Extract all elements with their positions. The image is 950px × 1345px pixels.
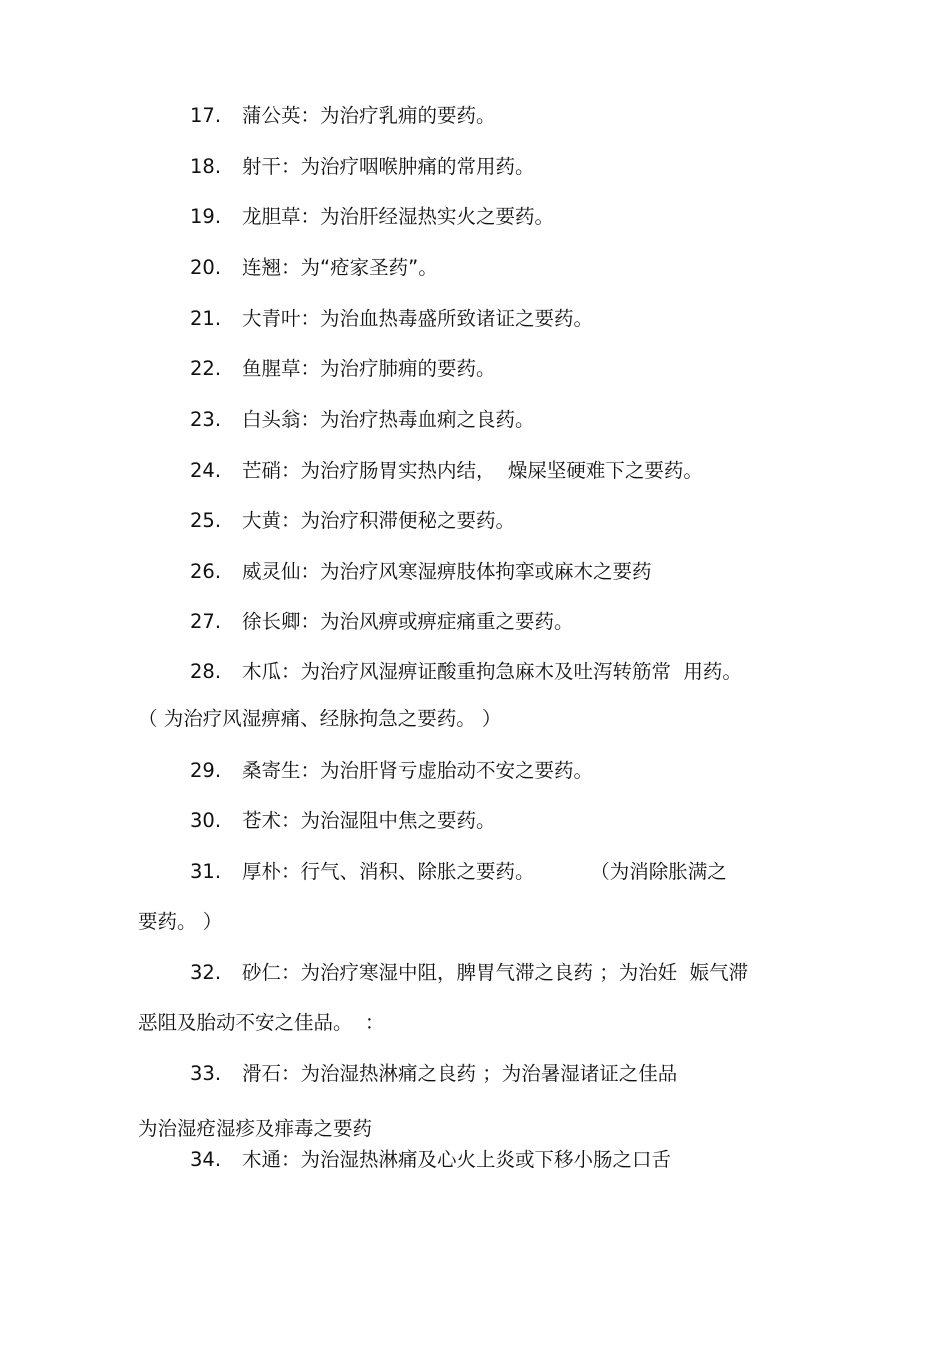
item-number: 24. [190,459,222,482]
list-item [190,357,496,381]
item-text: 木通：为治湿热淋痛及心火上炎或下移小肠之口舌 [242,1148,672,1171]
list-item [190,610,574,634]
item-number: 26. [190,560,222,583]
item-text: 苍术：为治湿阻中焦之要药。 [242,809,496,832]
item-number: 19. [190,205,222,228]
list-item [190,560,652,584]
item-number: 20. [190,256,222,279]
item-text: 大青叶：为治血热毒盛所致诸证之要药。 [242,307,594,330]
item-text: 蒲公英：为治疗乳痈的要药。 [242,104,496,127]
item-text: 芒硝：为治疗肠胃实热内结， 燥屎坚硬难下之要药。 [242,459,703,482]
list-item [190,660,742,684]
item-text: 徐长卿：为治风痹或痹症痛重之要药。 [242,610,574,633]
list-item [190,860,727,884]
list-item [190,155,535,179]
item-text: 木瓜：为治疗风湿痹证酸重拘急麻木及吐泻转筋常 用药。 [242,660,742,683]
item-number: 32. [190,961,222,984]
continuation-line [138,707,501,731]
list-item [190,509,515,533]
item-text: 要药。 ） [138,910,223,933]
continuation-line [138,1011,384,1035]
item-number: 29. [190,759,222,782]
item-number: 17. [190,104,222,127]
list-item [190,809,496,833]
list-item [190,205,554,229]
item-text: 鱼腥草：为治疗肺痈的要药。 [242,357,496,380]
item-number: 30. [190,809,222,832]
list-item [190,759,593,783]
item-number: 22. [190,357,222,380]
item-text: 滑石：为治湿热淋痛之良药 ；为治暑湿诸证之佳品 [242,1062,678,1085]
item-number: 34. [190,1148,222,1171]
item-number: 31. [190,860,222,883]
item-text: 连翘：为“疮家圣药”。 [242,256,438,279]
item-text: 砂仁：为治疗寒湿中阻，脾胃气滞之良药 ；为治妊 娠气滞 [242,961,749,984]
item-number: 18. [190,155,222,178]
item-number: 21. [190,307,222,330]
item-text: 为治湿疮湿疹及痱毒之要药 [138,1117,373,1140]
item-text: 恶阻及胎动不安之佳品。 ： [138,1011,385,1034]
item-number: 27. [190,610,222,633]
item-text: 桑寄生：为治肝肾亏虚胎动不安之要药。 [242,759,594,782]
item-text: （ 为治疗风湿痹痛、经脉拘急之要药。 ） [138,707,502,730]
item-text: 大黄：为治疗积滞便秘之要药。 [242,509,516,532]
list-item [190,1062,677,1086]
list-item [190,104,496,128]
item-number: 25. [190,509,222,532]
item-number: 28. [190,660,222,683]
continuation-line [138,1117,372,1141]
item-text: 白头翁：为治疗热毒血痢之良药。 [242,408,535,431]
item-number: 33. [190,1062,222,1085]
item-text: 厚朴：行气、消积、除胀之要药。 （为消除胀满之 [242,860,727,883]
list-item [190,256,438,280]
list-item [190,1148,671,1172]
list-item [190,307,593,331]
item-text: 威灵仙：为治疗风寒湿痹肢体拘挛或麻木之要药 [242,560,652,583]
item-text: 龙胆草：为治肝经湿热实火之要药。 [242,205,555,228]
item-number: 23. [190,408,222,431]
item-text: 射干：为治疗咽喉肿痛的常用药。 [242,155,535,178]
continuation-line [138,910,222,934]
list-item [190,408,535,432]
list-item [190,459,703,483]
list-item [190,961,748,985]
